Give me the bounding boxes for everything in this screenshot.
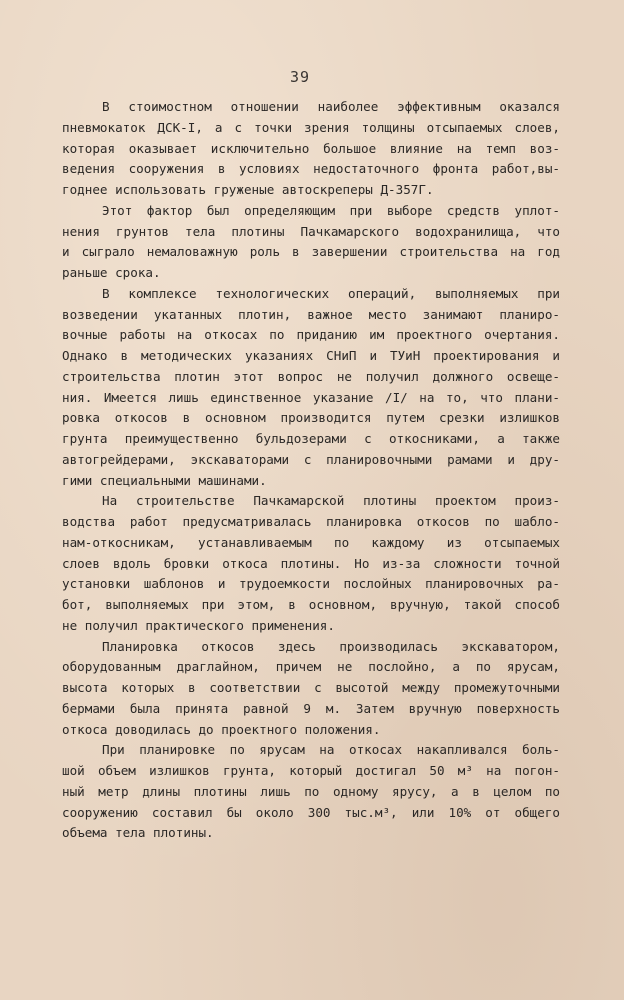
text-line: возведении укатанных плотин, важное место занимают планиро- [62,306,560,322]
text-line: В комплексе технологических операций, выполняемых при [102,285,560,301]
text-line: ведения сооружения в условиях недостаточного фронта работ,вы- [62,161,560,177]
text-line: установки шаблонов и трудоемкости послойных планировочных ра- [62,576,560,592]
text-line: нения грунтов тела плотины Пачкамарского водохранилища, что [62,223,560,239]
text-line: сооружению составил бы около 300 тыс.м³, или 10% от общего [62,804,560,820]
text-line: ный метр длины плотины лишь по одному ярусу, а в целом по [62,783,560,799]
text-line: годнее использовать груженые автоскреперы Д-357Г. [62,182,434,197]
text-line: бермами была принята равной 9 м. Затем вручную поверхность [62,700,560,716]
text-line: высота которых в соответствии с высотой между промежуточными [62,680,560,695]
text-line: не получил практического применения. [62,617,335,633]
text-line: раньше срока. [62,265,161,280]
text-line: нам-откосникам, устанавливаемым по каждому из отсыпаемых [62,534,560,550]
text-line: объема тела плотины. [62,825,214,841]
text-line: Однако в методических указаниях СНиП и ТУиН проектирования и [62,348,560,363]
text-line: водства работ предусматривалась планировка откосов по шабло- [62,514,560,529]
text-line: автогрейдерами, экскаваторами с планировочными рамами и дру- [62,451,560,467]
text-line: гими специальными машинами. [62,472,267,488]
text-line: оборудованным драглайном, причем не послойно, а по ярусам, [62,659,560,675]
text-line: строительства плотин этот вопрос не получил должного освеще- [62,368,560,384]
text-line: ровка откосов в основном производится путем срезки излишков [62,410,560,426]
text-line: На строительстве Пачкамарской плотины проектом произ- [102,493,560,509]
text-line: шой объем излишков грунта, который достигал 50 м³ на погон- [62,763,560,778]
text-line: грунта преимущественно бульдозерами с откосниками, а также [62,431,560,446]
text-line: В стоимостном отношении наиболее эффективным оказался [102,99,560,114]
body-text [62,97,560,844]
page-number: 39 [289,68,311,86]
text-line: откоса доводилась до проектного положения. [62,721,381,737]
text-line: слоев вдоль бровки откоса плотины. Но из-за сложности точной [62,555,560,571]
text-line: Этот фактор был определяющим при выборе средств уплот- [102,202,560,218]
text-line: бот, выполняемых при этом, в основном, вручную, такой способ [62,597,560,612]
text-line: пневмокаток ДСК-I, а с точки зрения толщины отсыпаемых слоев, [62,119,560,135]
text-line: которая оказывает исключительно большое влияние на темп воз- [62,140,560,156]
text-line: ния. Имеется лишь единственное указание /I/ на то, что плани- [62,389,560,405]
text-line: и сыграло немаловажную роль в завершении строительства на год [62,244,560,260]
text-line: При планировке по ярусам на откосах накапливался боль- [102,742,560,758]
text-line: вочные работы на откосах по приданию им проектного очертания. [62,327,560,343]
text-line: Планировка откосов здесь производилась экскаватором, [102,638,560,654]
